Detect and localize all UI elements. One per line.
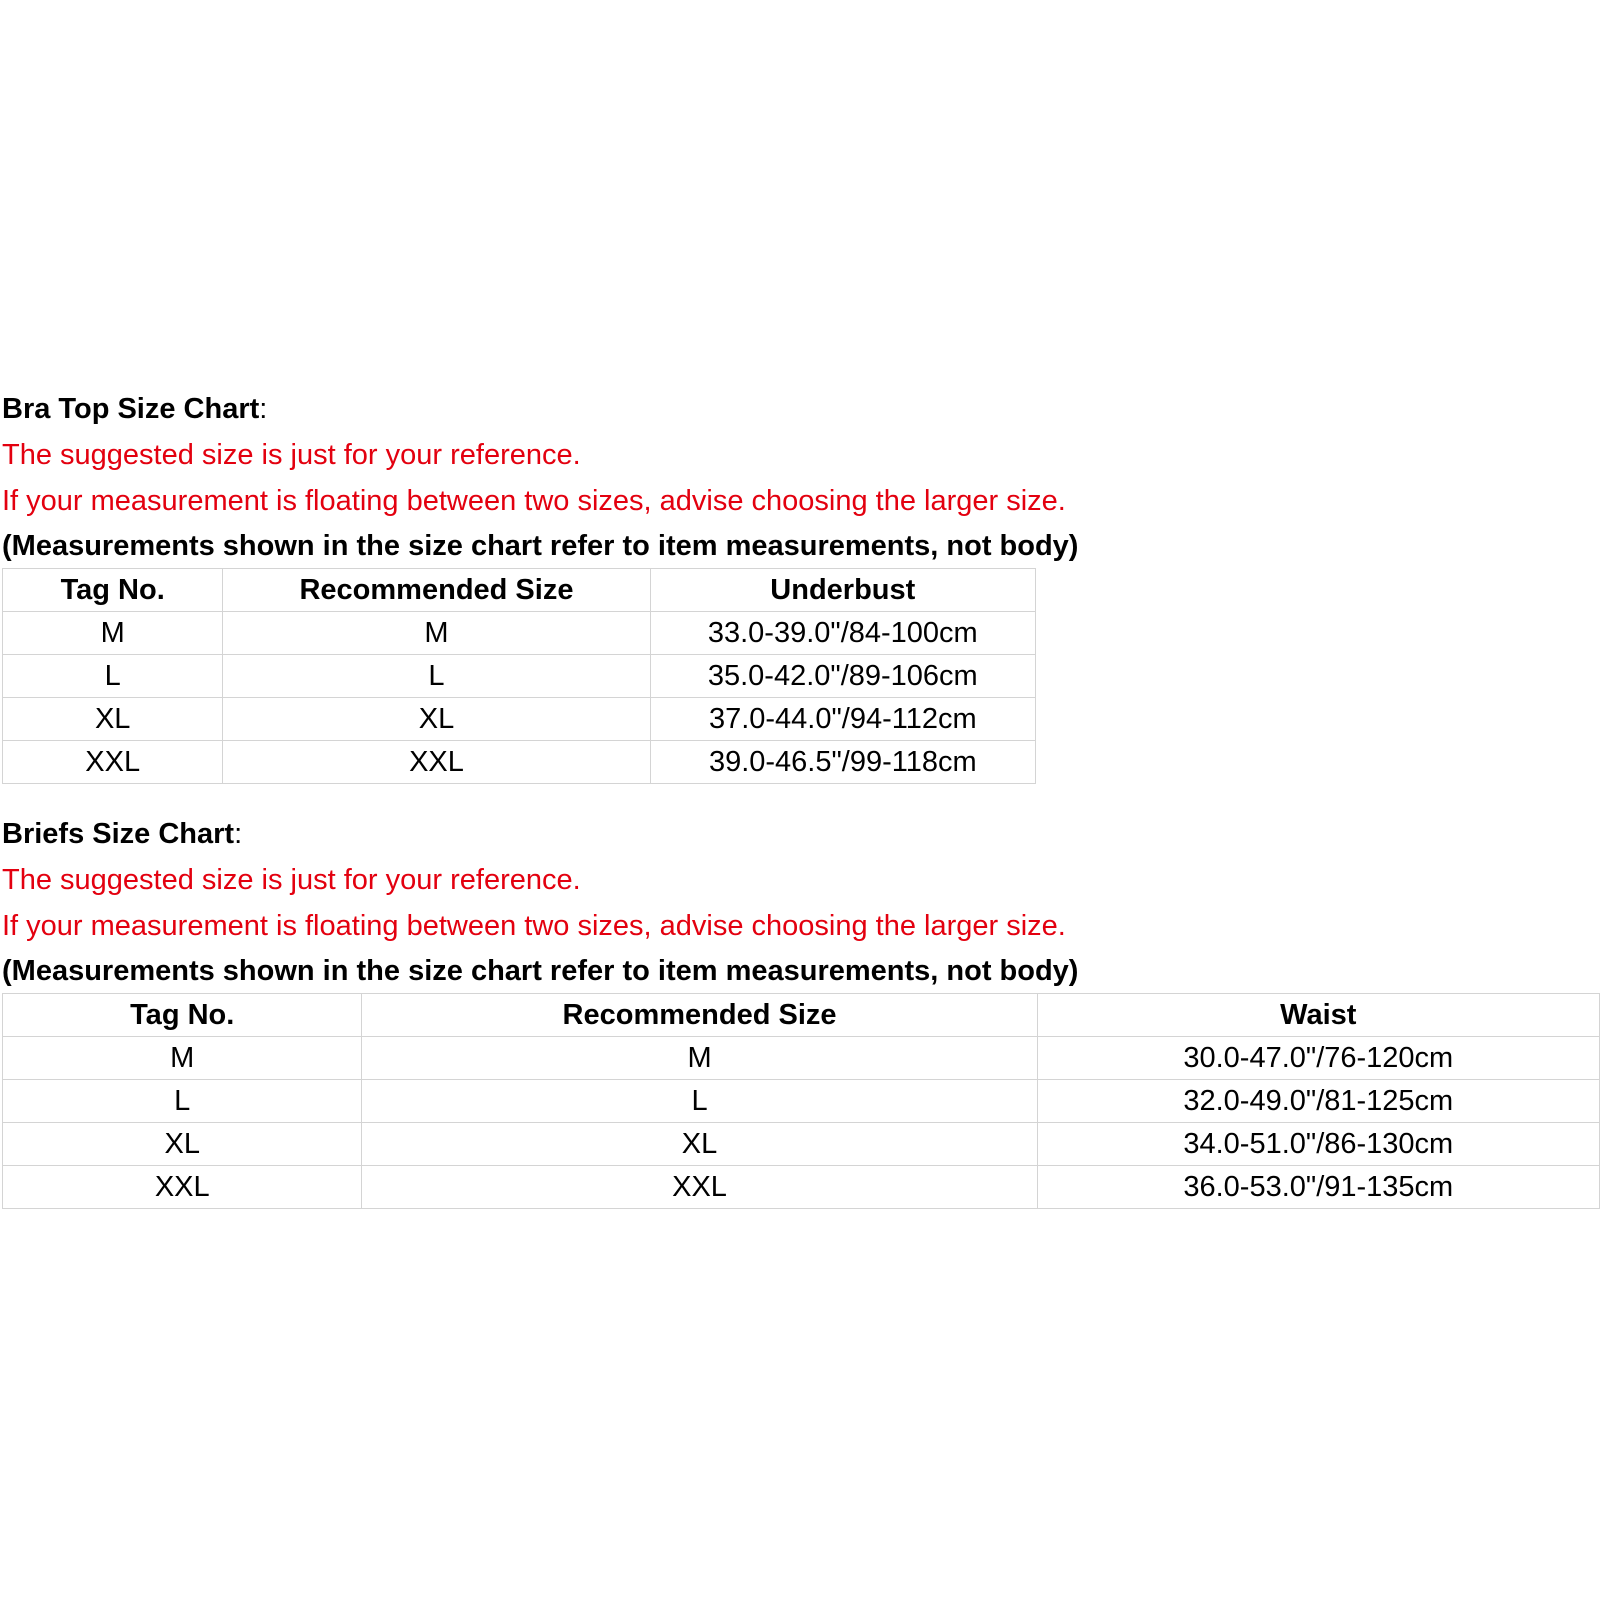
cell-tag-no: XL	[3, 1123, 362, 1166]
column-header-recommended-size: Recommended Size	[223, 569, 650, 612]
bra-size-table	[2, 568, 1036, 784]
cell-recommended-size: M	[362, 1037, 1037, 1080]
bra-larger-size-advice: If your measurement is floating between two sizes, advise choosing the larger size.	[2, 485, 1066, 517]
cell-tag-no: XXL	[3, 1166, 362, 1209]
briefs-chart-title: Briefs Size Chart:	[2, 818, 243, 850]
briefs-larger-size-advice: If your measurement is floating between two sizes, advise choosing the larger size.	[2, 910, 1066, 942]
bra-reference-note: The suggested size is just for your reference.	[2, 439, 581, 471]
column-header-tag-no: Tag No.	[3, 994, 362, 1037]
briefs-size-section	[2, 811, 1600, 1209]
column-header-underbust: Underbust	[650, 569, 1035, 612]
briefs-reference-note: The suggested size is just for your reference.	[2, 864, 581, 896]
cell-tag-no: M	[3, 1037, 362, 1080]
cell-underbust: 39.0-46.5"/99-118cm	[650, 741, 1035, 784]
bra-chart-title: Bra Top Size Chart:	[2, 393, 268, 425]
column-header-recommended-size: Recommended Size	[362, 994, 1037, 1037]
cell-waist: 32.0-49.0"/81-125cm	[1037, 1080, 1599, 1123]
cell-recommended-size: L	[362, 1080, 1037, 1123]
briefs-measurement-note: (Measurements shown in the size chart refer to item measurements, not body)	[2, 955, 1079, 987]
cell-waist: 36.0-53.0"/91-135cm	[1037, 1166, 1599, 1209]
briefs-size-table	[2, 993, 1600, 1209]
cell-tag-no: XXL	[3, 741, 223, 784]
cell-recommended-size: XXL	[223, 741, 650, 784]
table-header-row	[3, 994, 1600, 1037]
cell-underbust: 33.0-39.0"/84-100cm	[650, 612, 1035, 655]
column-header-waist: Waist	[1037, 994, 1599, 1037]
cell-waist: 30.0-47.0"/76-120cm	[1037, 1037, 1599, 1080]
cell-recommended-size: XL	[223, 698, 650, 741]
table-row	[3, 1080, 1600, 1123]
table-header-row	[3, 569, 1036, 612]
column-header-tag-no: Tag No.	[3, 569, 223, 612]
cell-recommended-size: XL	[362, 1123, 1037, 1166]
table-row	[3, 1037, 1600, 1080]
cell-recommended-size: M	[223, 612, 650, 655]
cell-waist: 34.0-51.0"/86-130cm	[1037, 1123, 1599, 1166]
cell-underbust: 35.0-42.0"/89-106cm	[650, 655, 1035, 698]
table-row	[3, 698, 1036, 741]
cell-tag-no: M	[3, 612, 223, 655]
bra-size-section	[2, 386, 1078, 784]
cell-tag-no: L	[3, 655, 223, 698]
cell-underbust: 37.0-44.0"/94-112cm	[650, 698, 1035, 741]
cell-tag-no: XL	[3, 698, 223, 741]
cell-recommended-size: XXL	[362, 1166, 1037, 1209]
table-row	[3, 1123, 1600, 1166]
table-row	[3, 741, 1036, 784]
table-row	[3, 612, 1036, 655]
table-row	[3, 655, 1036, 698]
bra-measurement-note: (Measurements shown in the size chart refer to item measurements, not body)	[2, 530, 1079, 562]
table-row	[3, 1166, 1600, 1209]
cell-recommended-size: L	[223, 655, 650, 698]
cell-tag-no: L	[3, 1080, 362, 1123]
